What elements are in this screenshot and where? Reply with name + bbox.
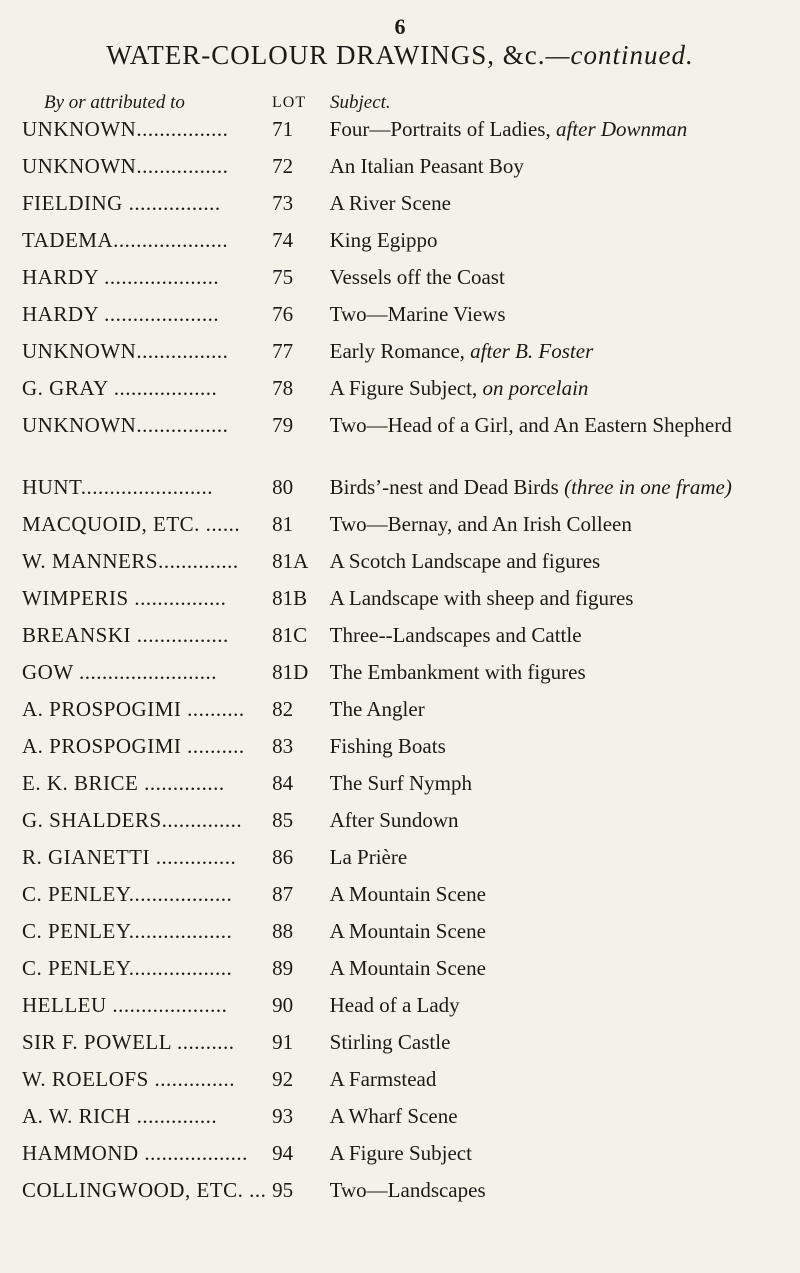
lot-subject [330, 585, 800, 612]
lot-artist: HUNT....................... [22, 475, 214, 499]
lot-artist: WIMPERIS ................ [22, 586, 227, 610]
lot-row [0, 412, 800, 474]
lot-subject [330, 264, 800, 291]
lot-number: 84 [272, 771, 294, 795]
lot-row [0, 1103, 800, 1140]
lot-artist: E. K. BRICE .............. [22, 771, 225, 795]
lot-number: 81C [272, 623, 308, 647]
lot-number: 92 [272, 1067, 294, 1091]
lot-number: 79 [272, 413, 294, 437]
lot-subject-text: A Wharf Scene [329, 1104, 458, 1128]
lot-subject-text: A Figure Subject [329, 1141, 472, 1165]
lot-subject [330, 659, 800, 686]
page-number: 6 [394, 14, 406, 39]
lot-number: 95 [272, 1178, 294, 1202]
lot-artist: UNKNOWN................ [22, 339, 229, 363]
lot-subject [330, 153, 800, 180]
lot-subject-italic: after Downman [555, 117, 688, 141]
lot-subject [330, 696, 800, 723]
lot-subject [330, 955, 800, 982]
lot-artist: FIELDING ................ [22, 191, 221, 215]
lot-column-header: LOT [272, 94, 307, 111]
lot-number: 93 [272, 1104, 294, 1128]
lot-row [0, 227, 800, 264]
page-title-main: WATER-COLOUR DRAWINGS, &c. [106, 40, 546, 70]
lot-subject [330, 511, 800, 538]
lot-artist: A. PROSPOGIMI .......... [22, 697, 245, 721]
lot-row [0, 474, 800, 511]
lot-subject-italic: after B. Foster [470, 339, 594, 363]
lot-row [0, 585, 800, 622]
lot-subject [330, 116, 800, 143]
lot-row [0, 375, 800, 412]
lot-subject [330, 301, 800, 328]
lot-subject-text: Two—Landscapes [329, 1178, 486, 1202]
lot-row [0, 844, 800, 881]
lot-row [0, 190, 800, 227]
lot-subject-text: Four—Portraits of Ladies, [329, 117, 556, 141]
lot-artist: BREANSKI ................ [22, 623, 229, 647]
lot-number: 85 [272, 808, 294, 832]
lot-row [0, 881, 800, 918]
lot-subject-text: A Mountain Scene [329, 882, 486, 906]
lot-artist: MACQUOID, ETC. ...... [22, 512, 241, 536]
lot-subject-text: Two—Bernay, and An Irish Colleen [329, 512, 632, 536]
lot-row [0, 1177, 800, 1214]
lot-artist: HAMMOND .................. [22, 1141, 248, 1165]
lot-row [0, 955, 800, 992]
artist-column-header: By or attributed to [44, 92, 185, 113]
lot-subject-text: A Landscape with sheep and figures [329, 586, 634, 610]
lot-subject-italic: (three in one frame) [564, 475, 732, 499]
lot-number: 80 [272, 475, 294, 499]
lot-subject [330, 1140, 800, 1167]
lot-artist: HARDY .................... [22, 302, 220, 326]
lot-subject-text: Head of a Lady [329, 993, 460, 1017]
lot-number: 83 [272, 734, 294, 758]
lot-subject [330, 807, 800, 834]
lot-row [0, 548, 800, 585]
lot-subject [330, 548, 800, 575]
lot-subject [330, 733, 800, 760]
lot-row [0, 659, 800, 696]
lot-number: 91 [272, 1030, 294, 1054]
lot-row [0, 264, 800, 301]
lot-number: 73 [272, 191, 294, 215]
lot-number: 90 [272, 993, 294, 1017]
lot-number: 81A [272, 549, 309, 573]
lot-subject-text: Two—Marine Views [329, 302, 506, 326]
lot-row [0, 511, 800, 548]
lot-subject [330, 412, 800, 439]
lot-artist: R. GIANETTI .............. [22, 845, 237, 869]
lot-row [0, 153, 800, 190]
lot-subject [330, 474, 800, 501]
lot-subject [330, 190, 800, 217]
lot-subject-text: An Italian Peasant Boy [329, 154, 524, 178]
lot-subject [330, 375, 800, 402]
lot-subject-text: A River Scene [329, 191, 451, 215]
lot-row [0, 918, 800, 955]
lot-number: 89 [272, 956, 294, 980]
lot-subject-text: Birds’-nest and Dead Birds [329, 475, 565, 499]
lot-subject [330, 622, 800, 649]
lot-number: 74 [272, 228, 294, 252]
lot-row [0, 1140, 800, 1177]
lot-subject-text: La Prière [329, 845, 408, 869]
lot-subject [330, 770, 800, 797]
lot-subject-text: Early Romance, [329, 339, 471, 363]
lot-artist: C. PENLEY.................. [22, 919, 233, 943]
lot-subject-text: Stirling Castle [329, 1030, 451, 1054]
lot-row [0, 807, 800, 844]
lot-subject [330, 844, 800, 871]
lot-subject [330, 881, 800, 908]
lot-artist: G. SHALDERS.............. [22, 808, 243, 832]
lot-artist: G. GRAY .................. [22, 376, 218, 400]
lot-artist: W. MANNERS.............. [22, 549, 239, 573]
lot-row [0, 301, 800, 338]
lot-number: 81D [272, 660, 309, 684]
lot-subject [330, 227, 800, 254]
lot-number: 75 [272, 265, 294, 289]
lot-number: 81 [272, 512, 294, 536]
lot-artist: UNKNOWN................ [22, 413, 229, 437]
lot-row [0, 1066, 800, 1103]
lot-number: 78 [272, 376, 294, 400]
lot-row [0, 1029, 800, 1066]
lot-subject [330, 338, 800, 365]
lot-artist: A. W. RICH .............. [22, 1104, 218, 1128]
page-title-continued: —continued. [545, 40, 694, 70]
lot-subject [330, 992, 800, 1019]
lot-list [0, 116, 800, 1214]
lot-artist: A. PROSPOGIMI .......... [22, 734, 245, 758]
lot-subject-text: The Angler [329, 697, 425, 721]
lot-artist: HELLEU .................... [22, 993, 228, 1017]
lot-number: 86 [272, 845, 294, 869]
lot-artist: C. PENLEY.................. [22, 882, 233, 906]
lot-artist: UNKNOWN................ [22, 117, 229, 141]
lot-number: 77 [272, 339, 294, 363]
lot-row [0, 338, 800, 375]
lot-subject-text: Two—Head of a Girl, and An Eastern Shepherd [329, 413, 732, 437]
lot-subject-italic: on porcelain [482, 376, 589, 400]
lot-number: 71 [272, 117, 294, 141]
lot-artist: GOW ........................ [22, 660, 218, 684]
lot-number: 82 [272, 697, 294, 721]
lot-subject-text: The Surf Nymph [329, 771, 472, 795]
page-title [0, 40, 800, 71]
lot-artist: HARDY .................... [22, 265, 220, 289]
lot-artist: TADEMA.................... [22, 228, 229, 252]
lot-number: 72 [272, 154, 294, 178]
lot-number: 87 [272, 882, 294, 906]
lot-row [0, 733, 800, 770]
lot-subject-text: The Embankment with figures [329, 660, 586, 684]
lot-subject-text: A Mountain Scene [329, 919, 486, 943]
lot-subject-text: A Figure Subject, [329, 376, 483, 400]
lot-subject [330, 1029, 800, 1056]
column-headers [0, 92, 800, 116]
lot-row [0, 622, 800, 659]
lot-subject-text: After Sundown [329, 808, 459, 832]
lot-subject-text: A Scotch Landscape and figures [329, 549, 601, 573]
lot-row [0, 992, 800, 1029]
lot-subject-text: A Farmstead [329, 1067, 437, 1091]
lot-subject-text: A Mountain Scene [329, 956, 486, 980]
lot-row [0, 770, 800, 807]
lot-subject [330, 1066, 800, 1093]
lot-row [0, 116, 800, 153]
lot-number: 94 [272, 1141, 294, 1165]
lot-subject [330, 1177, 800, 1204]
lot-number: 76 [272, 302, 294, 326]
lot-subject-text: King Egippo [329, 228, 438, 252]
lot-artist: COLLINGWOOD, ETC. ... [22, 1178, 267, 1202]
lot-subject-text: Three--Landscapes and Cattle [329, 623, 582, 647]
lot-row [0, 696, 800, 733]
lot-subject [330, 918, 800, 945]
lot-subject-text: Vessels off the Coast [329, 265, 505, 289]
lot-artist: UNKNOWN................ [22, 154, 229, 178]
lot-subject-text: Fishing Boats [329, 734, 446, 758]
lot-artist: W. ROELOFS .............. [22, 1067, 235, 1091]
lot-artist: SIR F. POWELL .......... [22, 1030, 235, 1054]
subject-column-header: Subject. [330, 92, 391, 113]
lot-number: 88 [272, 919, 294, 943]
lot-artist: C. PENLEY.................. [22, 956, 233, 980]
lot-subject [330, 1103, 800, 1130]
lot-number: 81B [272, 586, 308, 610]
